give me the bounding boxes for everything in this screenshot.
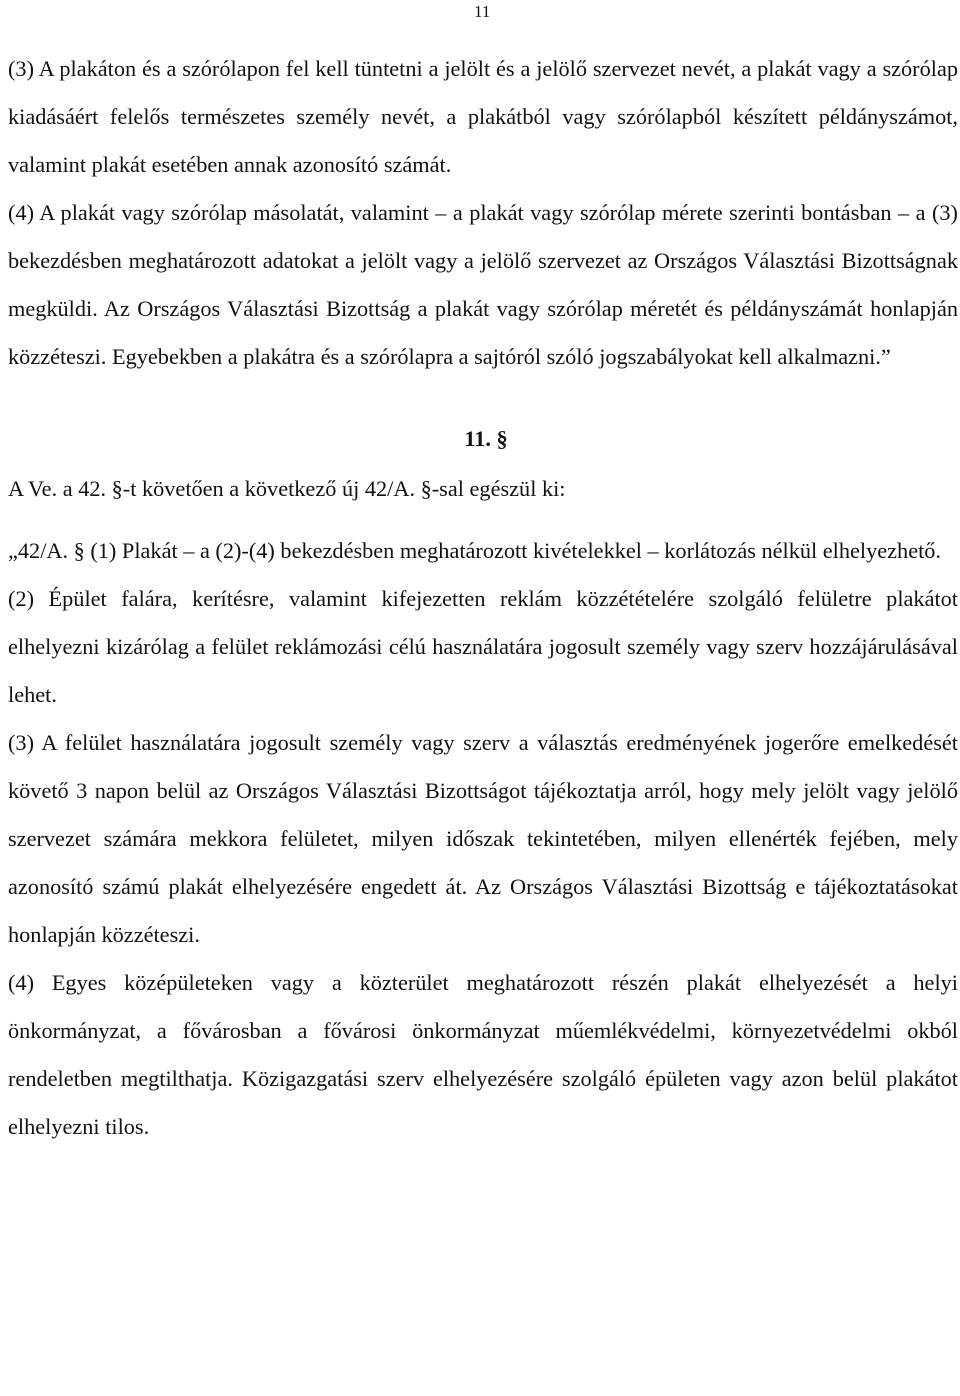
paragraph-3: (3) A plakáton és a szórólapon fel kell tüntetni a jelölt és a jelölő szervezet nevét, a plakát vagy a szórólap kiadásáért felelős természetes személy nevét, a plakátból vagy szórólapból készített példányszámot, valamint plakát esetében annak azonosító számát. bbox=[8, 56, 958, 177]
document-body bbox=[8, 45, 958, 1151]
amendment-intro: A Ve. a 42. §-t követően a következő új 42/A. §-sal egészül ki: bbox=[8, 476, 566, 501]
new-paragraph-4: (4) Egyes középületeken vagy a közterület meghatározott részén plakát elhelyezését a helyi önkormányzat, a fővárosban a fővárosi önkormányzat műemlékvédelmi, környezetvédelmi okból rendeletben megtilthatja. Közigazgatási szerv elhelyezésére szolgáló épületen vagy azon belül plakátot elhelyezni tilos. bbox=[8, 970, 958, 1139]
page-number: 11 bbox=[474, 2, 491, 21]
section-heading: 11. § bbox=[464, 426, 508, 451]
paragraph-4: (4) A plakát vagy szórólap másolatát, valamint – a plakát vagy szórólap mérete szerinti bontásban – a (3) bekezdésben meghatározott adatokat a jelölt vagy a jelölő szervezet az Országos Választási Bizottságnak megküldi. Az Országos Választási Bizottság a plakát vagy szórólap méretét és példányszámát honlapján közzéteszi. Egyebekben a plakátra és a szórólapra a sajtóról szóló jogszabályokat kell alkalmazni.” bbox=[8, 200, 958, 369]
new-paragraph-1: „42/A. § (1) Plakát – a (2)-(4) bekezdésben meghatározott kivételekkel – korlátozás nélkül elhelyezhető. bbox=[8, 538, 942, 563]
new-paragraph-2: (2) Épület falára, kerítésre, valamint kifejezetten reklám közzétételére szolgáló felületre plakátot elhelyezni kizárólag a felület reklámozási célú használatára jogosult személy vagy szerv hozzájárulásával lehet. bbox=[8, 586, 958, 707]
new-paragraph-3: (3) A felület használatára jogosult személy vagy szerv a választás eredményének jogerőre emelkedését követő 3 napon belül az Országos Választási Bizottságot tájékoztatja arról, hogy mely jelölt vagy jelölő szervezet számára mekkora felületet, milyen időszak tekintetében, milyen ellenérték fejében, mely azonosító számú plakát elhelyezésére engedett át. Az Országos Választási Bizottság e tájékoztatásokat honlapján közzéteszi. bbox=[8, 730, 958, 947]
